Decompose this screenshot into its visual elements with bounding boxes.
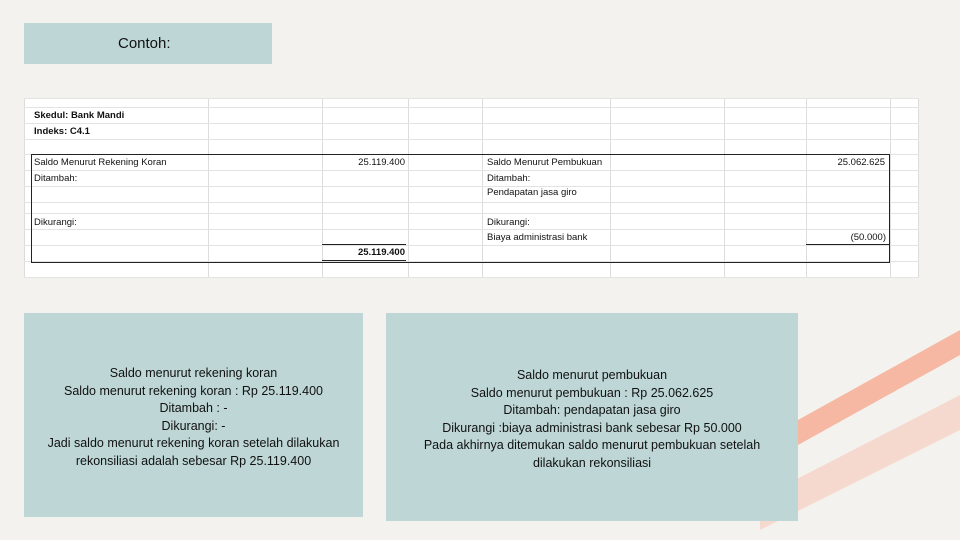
title-box xyxy=(24,23,272,64)
book-subtract-item: Biaya administrasi bank xyxy=(487,232,588,243)
card-left-line: Jadi saldo menurut rekening koran setelah dilakukan xyxy=(47,436,340,450)
book-subtract-label: Dikurangi: xyxy=(487,217,530,228)
bank-statement-balance-label: Saldo Menurut Rekening Koran xyxy=(34,157,167,168)
book-balance-value: 25.062.625 xyxy=(837,157,885,168)
bank-adjusted-total: 25.119.400 xyxy=(357,247,405,258)
schedule-index: Indeks: C4.1 xyxy=(34,126,90,137)
card-right-line: Saldo menurut pembukuan : Rp 25.062.625 xyxy=(470,385,714,400)
card-left-line: Saldo menurut rekening koran xyxy=(109,366,278,380)
bank-statement-balance-value: 25.119.400 xyxy=(358,157,405,168)
card-left-line: Ditambah : - xyxy=(159,401,228,415)
total-top-line xyxy=(322,244,406,245)
card-left-line: Saldo menurut rekening koran : Rp 25.119.400 xyxy=(64,383,323,398)
card-right-line: Saldo menurut pembukuan xyxy=(516,368,668,382)
book-add-label: Ditambah: xyxy=(487,173,531,184)
slide-title: Contoh: xyxy=(118,35,171,52)
card-right-line: Dikurangi :biaya administrasi bank sebesar Rp 50.000 xyxy=(442,420,742,435)
card-left-line: Dikurangi: - xyxy=(161,418,226,433)
card-right-line: Ditambah: pendapatan jasa giro xyxy=(503,403,681,417)
book-subtract-value: (50.000) xyxy=(850,232,886,243)
bank-subtract-label: Dikurangi: xyxy=(34,217,77,228)
book-balance-label: Saldo Menurut Pembukuan xyxy=(487,157,603,168)
bank-add-label: Ditambah: xyxy=(34,173,78,184)
card-right-line: dilakukan rekonsiliasi xyxy=(532,455,652,470)
card-book-balance xyxy=(386,313,798,521)
book-add-item: Pendapatan jasa giro xyxy=(487,187,577,198)
total-bottom-line xyxy=(322,260,406,261)
card-bank-statement xyxy=(24,313,363,517)
reconciliation-frame xyxy=(31,154,890,263)
schedule-title: Skedul: Bank Mandi xyxy=(34,110,125,121)
card-left-line: rekonsiliasi adalah sebesar Rp 25.119.400 xyxy=(75,453,312,468)
book-total-line xyxy=(806,244,890,245)
card-right-line: Pada akhirnya ditemukan saldo menurut pembukuan setelah xyxy=(423,438,761,452)
